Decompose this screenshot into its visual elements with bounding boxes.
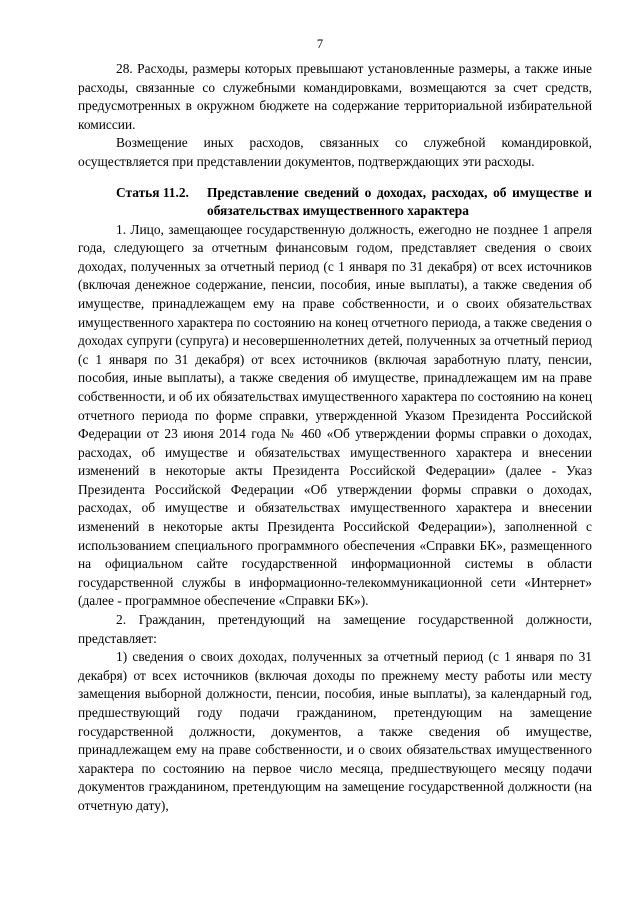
article-title: Представление сведений о доходах, расходах, об имуществе и обязательствах имущественного характера — [207, 184, 592, 218]
page-content — [78, 60, 592, 816]
paragraph-article-1: 1. Лицо, замещающее государственную должность, ежегодно не позднее 1 апреля года, следующего за отчетным финансовым годом, представляет сведения о своих доходах, полученных за отчетный период (с 1 января по 31 декабря) от всех источников (включая денежное содержание, пенсии, пособия, иные выплаты), а также сведения об имуществе, принадлежащем ему на праве собственности, и о своих обязательствах имущественного характера по состоянию на конец отчетного периода, а также сведения о доходах супруги (супруга) и несовершеннолетних детей, полученных за отчетный период (с 1 января по 31 декабря) от всех источников (включая заработную плату, пенсии, пособия, иные выплаты), а также сведения об имуществе, принадлежащем им на праве собственности, и об их обязательствах имущественного характера по состоянию на конец отчетного периода по форме справки, утвержденной Указом Президента Российской Федерации от 23 июня 2014 года № 460 «Об утверждении формы справки о доходах, расходах, об имуществе и обязательствах имущественного характера и внесении изменений в некоторые акты Президента Российской Федерации» (далее - Указ Президента Российской Федерации «Об утверждении формы справки о доходах, расходах, об имуществе и обязательствах имущественного характера и внесении изменений в некоторые акты Президента Российской Федерации»), заполненной с использованием специального программного обеспечения «Справки БК», размещенного на официальном сайте государственной информационной системы в области государственной службы в информационно-телекоммуникационной сети «Интернет» (далее - программное обеспечение «Справки БК»). — [78, 221, 592, 609]
paragraph-article-2: 2. Гражданин, претендующий на замещение государственной должности, представляет: — [78, 612, 592, 646]
page-number: 7 — [316, 37, 324, 51]
paragraph-28: 28. Расходы, размеры которых превышают установленные размеры, а также иные расходы, связанные со служебными командировками, возмещаются за счет средств, предусмотренных в окружном бюджете на содержание территориальной избирательной комиссии. — [78, 61, 592, 132]
paragraph-article-2-1: 1) сведения о своих доходах, полученных за отчетный период (с 1 января по 31 декабря) от всех источников (включая доходы по прежнему месту работы или месту замещения выборной должности, пенсии, пособия, иные выплаты), за календарный год, предшествующий году подачи гражданином, претендующим на замещение государственной должности, документов, а также сведения об имуществе, принадлежащем ему на праве собственности, и о своих обязательствах имущественного характера по состоянию на первое число месяца, предшествующего месяцу подачи документов гражданином, претендующим на замещение государственной должности (на отчетную дату), — [78, 649, 592, 813]
article-number: Статья 11.2. — [116, 184, 189, 200]
article-heading — [78, 184, 592, 220]
paragraph-reimbursement: Возмещение иных расходов, связанных со служебной командировкой, осуществляется при представлении документов, подтверждающих эти расходы. — [78, 135, 592, 169]
